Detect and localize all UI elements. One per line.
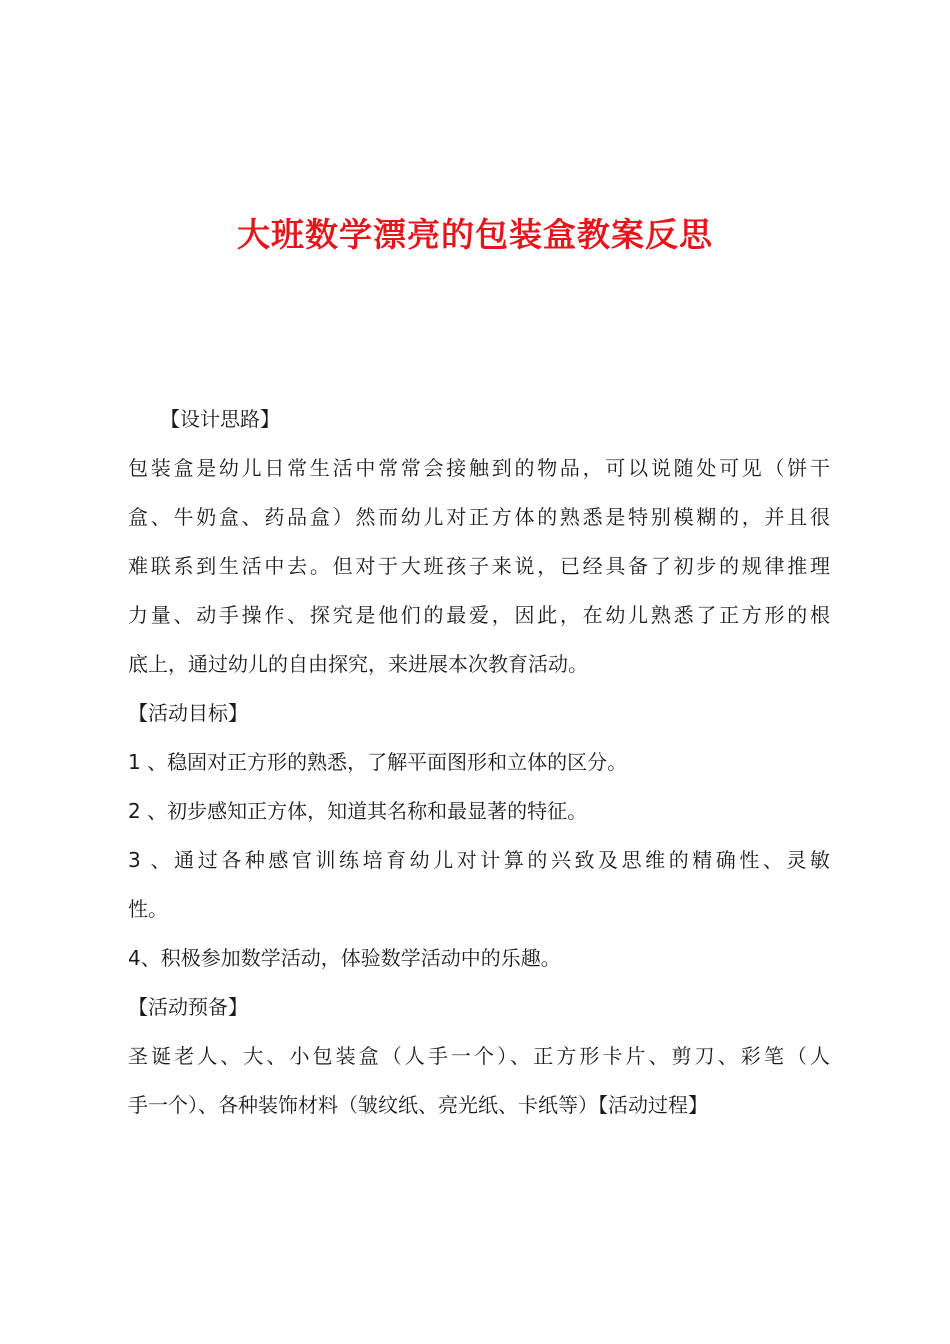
document-body: [128, 395, 830, 1130]
section-heading-prep: 【活动预备】: [128, 995, 248, 1019]
prep-paragraph: [128, 1032, 830, 1130]
paragraph-line: 手一个）、各种装饰材料（皱纹纸、亮光纸、卡纸等）【活动过程】: [128, 1093, 708, 1117]
goal-item-4: 4、积极参加数学活动，体验数学活动中的乐趣。: [128, 946, 561, 970]
section-heading-goals: 【活动目标】: [128, 701, 248, 725]
paragraph-line: 底上，通过幼儿的自由探究，来进展本次教育活动。: [128, 652, 588, 676]
paragraph-line: 圣诞老人、大、小包装盒（人手一个）、正方形卡片、剪刀、彩笔（人: [128, 1044, 830, 1068]
paragraph-line: 包装盒是幼儿日常生活中常常会接触到的物品，可以说随处可见（饼干: [128, 456, 830, 480]
paragraph-line: 盒、牛奶盒、药品盒）然而幼儿对正方体的熟悉是特别模糊的，并且很: [128, 505, 830, 529]
paragraph-line: 难联系到生活中去。但对于大班孩子来说，已经具备了初步的规律推理: [128, 554, 830, 578]
section-heading-design: 【设计思路】: [160, 407, 280, 431]
goal-item-2: 2 、初步感知正方体，知道其名称和最显著的特征。: [128, 799, 588, 823]
design-paragraph: [128, 444, 830, 689]
paragraph-line: 力量、动手操作、探究是他们的最爱，因此，在幼儿熟悉了正方形的根: [128, 603, 830, 627]
goal-item-3: [128, 836, 830, 934]
paragraph-line: 3 、通过各种感官训练培育幼儿对计算的兴致及思维的精确性、灵敏: [128, 848, 830, 872]
page-title: 大班数学漂亮的包装盒教案反思: [237, 215, 713, 254]
goal-item-1: 1 、稳固对正方形的熟悉，了解平面图形和立体的区分。: [128, 750, 628, 774]
paragraph-line: 性。: [128, 897, 168, 921]
